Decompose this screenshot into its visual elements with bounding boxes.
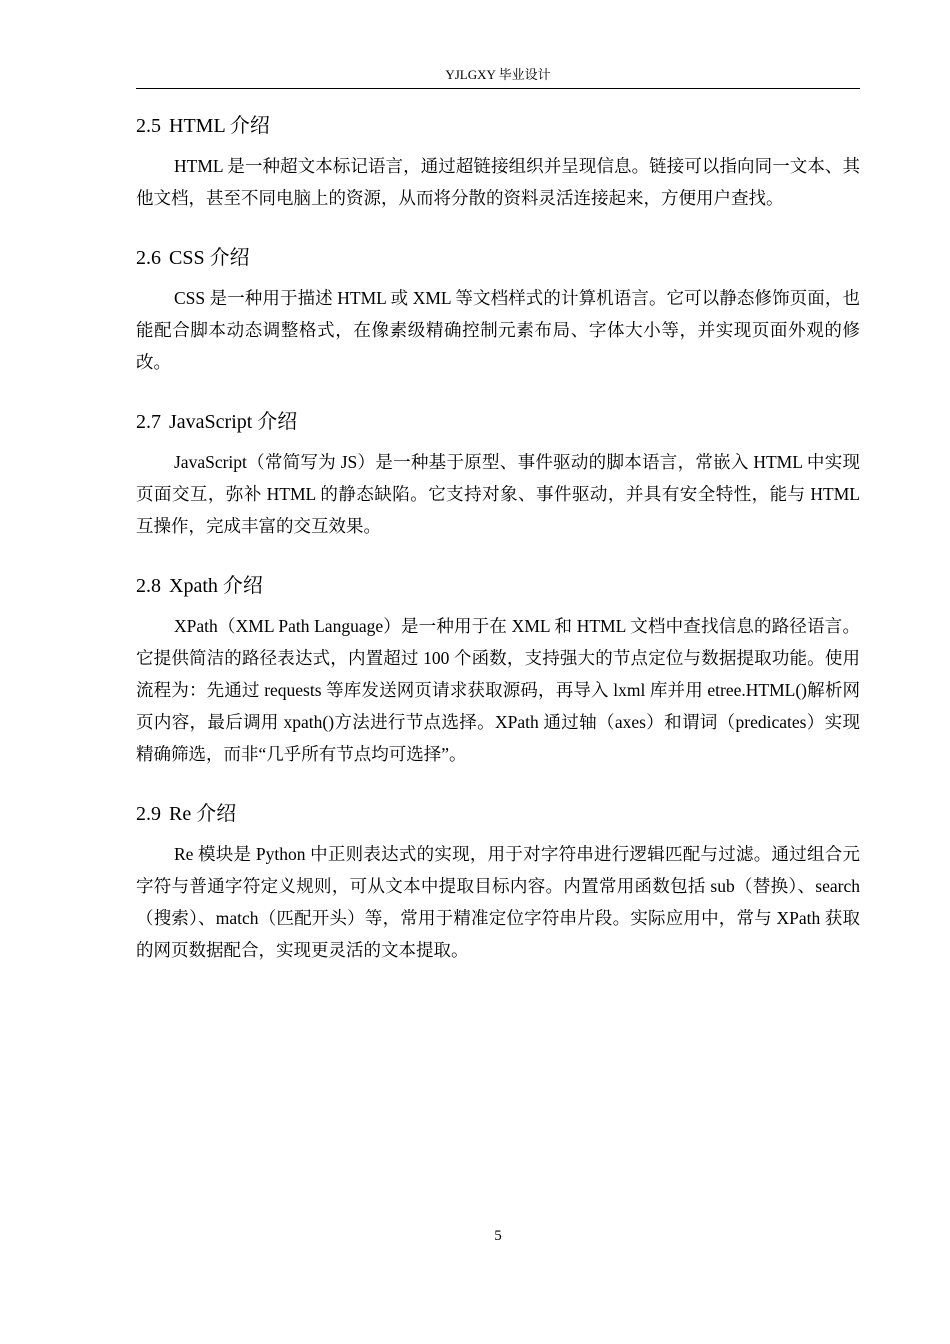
section-paragraph: XPath（XML Path Language）是一种用于在 XML 和 HTML 文档中查找信息的路径语言。它提供简洁的路径表达式，内置超过 100 个函数，支持强大的节点定位与数据提取功能。使用流程为：先通过 requests 等库发送网页请求获取源码，再导入 lxml 库并用 etree.HTML()解析网页内容，最后调用 xpath()方法进行节点选择。XPath 通过轴（axes）和谓词（predicates）实现精确筛选，而非“几乎所有节点均可选择”。 [136,616,860,764]
section-heading [136,112,860,140]
section-re [136,800,860,966]
section-number: 2.6 [136,247,161,269]
section-heading [136,800,860,828]
section-number: 2.7 [136,411,161,433]
header-title: YJLGXY 毕业设计 [445,67,551,82]
section-paragraph: Re 模块是 Python 中正则表达式的实现，用于对字符串进行逻辑匹配与过滤。通过组合元字符与普通字符定义规则，可从文本中提取目标内容。内置常用函数包括 sub（替换）、search（搜索）、match（匹配开头）等，常用于精准定位字符串片段。实际应用中，常与 XPath 获取的网页数据配合，实现更灵活的文本提取。 [136,844,860,960]
page-header [136,64,860,89]
document-body [136,112,860,996]
section-heading [136,572,860,600]
page-number: 5 [494,1228,502,1244]
section-number: 2.8 [136,575,161,597]
section-paragraph: JavaScript（常简写为 JS）是一种基于原型、事件驱动的脚本语言，常嵌入 HTML 中实现页面交互，弥补 HTML 的静态缺陷。它支持对象、事件驱动，并具有安全特性，能与 HTML 互操作，完成丰富的交互效果。 [136,452,860,536]
section-paragraph: HTML 是一种超文本标记语言，通过超链接组织并呈现信息。链接可以指向同一文本、其他文档，甚至不同电脑上的资源，从而将分散的资料灵活连接起来，方便用户查找。 [136,156,860,208]
section-number: 2.9 [136,803,161,825]
section-html [136,112,860,214]
section-heading [136,244,860,272]
section-title: JavaScript 介绍 [169,411,298,433]
section-css [136,244,860,378]
section-number: 2.5 [136,115,161,137]
section-title: Xpath 介绍 [169,575,263,597]
section-title: CSS 介绍 [169,247,250,269]
section-title: Re 介绍 [169,803,237,825]
section-title: HTML 介绍 [169,115,270,137]
section-xpath [136,572,860,770]
section-heading [136,408,860,436]
section-paragraph: CSS 是一种用于描述 HTML 或 XML 等文档样式的计算机语言。它可以静态修饰页面，也能配合脚本动态调整格式，在像素级精确控制元素布局、字体大小等，并实现页面外观的修改。 [136,288,860,372]
section-javascript [136,408,860,542]
